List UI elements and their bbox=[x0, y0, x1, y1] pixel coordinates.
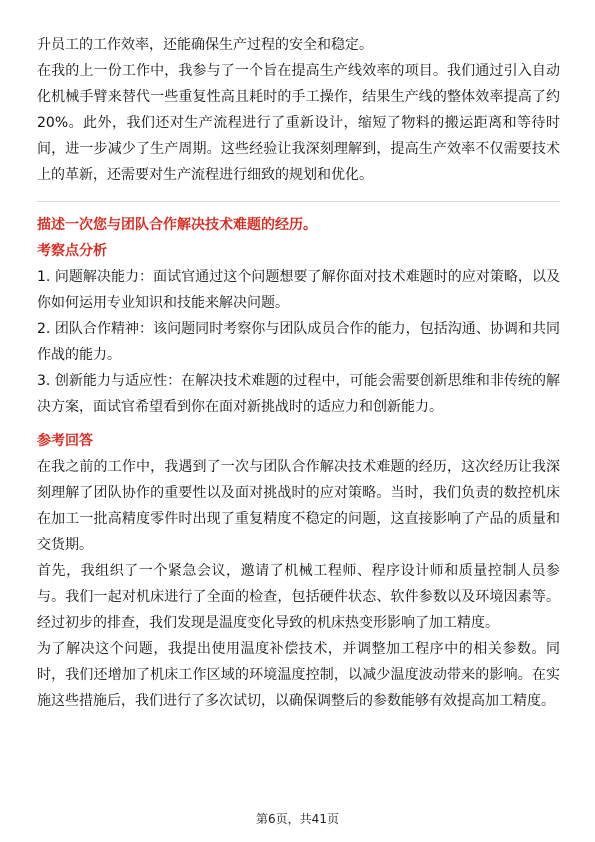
section-divider bbox=[37, 201, 560, 202]
analysis-item: 3. 创新能力与适应性：在解决技术难题的过程中，可能会需要创新思维和非传统的解决方案，面试官希望看到你在面对新挑战时的适应力和创新能力。 bbox=[37, 373, 560, 415]
analysis-item: 1. 问题解决能力：面试官通过这个问题想要了解你面对技术难题时的应对策略，以及你如何运用专业知识和技能来解决问题。 bbox=[37, 269, 560, 311]
answer-paragraph: 在我之前的工作中，我遇到了一次与团队合作解决技术难题的经历，这次经历让我深刻理解了团队协作的重要性以及面对挑战时的应对策略。当时，我们负责的数控机床在加工一批高精度零件时出现了重复精度不稳定的问题，这直接影响了产品的质量和交货期。 bbox=[37, 459, 560, 553]
answer-heading: 参考回答 bbox=[37, 433, 93, 449]
question-title: 描述一次您与团队合作解决技术难题的经历。 bbox=[37, 217, 317, 233]
page-number: 第6页，共41页 bbox=[256, 812, 339, 826]
analysis-heading: 考察点分析 bbox=[37, 243, 107, 259]
analysis-item: 2. 团队合作精神：该问题同时考察你与团队成员合作的能力，包括沟通、协调和共同作战的能力。 bbox=[37, 321, 560, 363]
answer-paragraph: 为了解决这个问题，我提出使用温度补偿技术，并调整加工程序中的相关参数。同时，我们还增加了机床工作区域的环境温度控制，以减少温度波动带来的影响。在实施这些措施后，我们进行了多次试切，以确保调整后的参数能够有效提高加工精度。 bbox=[37, 641, 560, 709]
body-paragraph: 升员工的工作效率，还能确保生产过程的安全和稳定。 bbox=[37, 37, 373, 53]
page-content bbox=[37, 32, 560, 714]
answer-paragraph: 首先，我组织了一个紧急会议，邀请了机械工程师、程序设计师和质量控制人员参与。我们一起对机床进行了全面的检查，包括硬件状态、软件参数以及环境因素等。经过初步的排查，我们发现是温度变化导致的机床热变形影响了加工精度。 bbox=[37, 563, 560, 631]
body-paragraph: 在我的上一份工作中，我参与了一个旨在提高生产线效率的项目。我们通过引入自动化机械手臂来替代一些重复性高且耗时的手工操作，结果生产线的整体效率提高了约20%。此外，我们还对生产流程进行了重新设计，缩短了物料的搬运距离和等待时间，进一步减少了生产周期。这些经验让我深刻理解到，提高生产效率不仅需要技术上的革新，还需要对生产流程进行细致的规划和优化。 bbox=[37, 63, 560, 183]
spacer bbox=[37, 420, 560, 428]
